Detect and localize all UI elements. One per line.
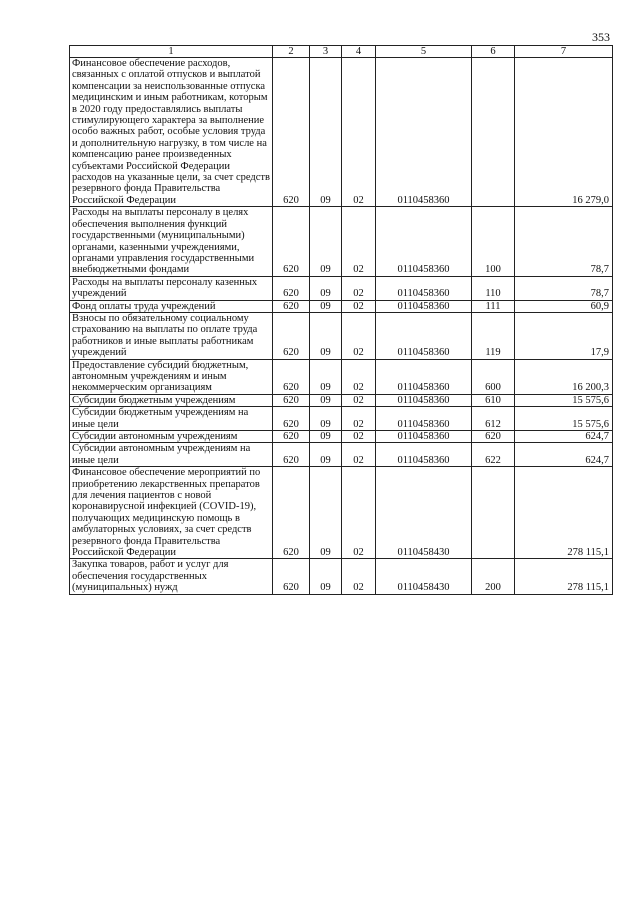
row-name: Субсидии бюджетным учреждениям xyxy=(70,394,273,406)
ministry-code: 620 xyxy=(273,276,310,300)
subsection-code: 02 xyxy=(342,312,376,359)
table-row xyxy=(70,312,613,359)
expense-type-code: 100 xyxy=(472,207,515,276)
section-code: 09 xyxy=(310,394,342,406)
row-name: Расходы на выплаты персоналу казенных учреждений xyxy=(70,276,273,300)
subsection-code: 02 xyxy=(342,443,376,467)
row-name: Субсидии автономным учреждениям xyxy=(70,431,273,443)
target-item-code: 0110458360 xyxy=(376,312,472,359)
subsection-code: 02 xyxy=(342,407,376,431)
page-number: 353 xyxy=(592,30,610,44)
amount: 278 115,1 xyxy=(515,467,613,559)
target-item-code: 0110458360 xyxy=(376,58,472,207)
expense-type-code: 610 xyxy=(472,394,515,406)
expense-type-code: 620 xyxy=(472,431,515,443)
section-code: 09 xyxy=(310,431,342,443)
target-item-code: 0110458360 xyxy=(376,407,472,431)
target-item-code: 0110458360 xyxy=(376,394,472,406)
header-cell: 1 xyxy=(70,46,273,58)
row-name: Расходы на выплаты персоналу в целях обеспечения выполнения функций государственными (муниципальными) органами, казенными учреждениями, органами управления государственными внебюджетными фондами xyxy=(70,207,273,276)
amount: 78,7 xyxy=(515,207,613,276)
header-cell: 2 xyxy=(273,46,310,58)
section-code: 09 xyxy=(310,207,342,276)
amount: 16 200,3 xyxy=(515,359,613,394)
ministry-code: 620 xyxy=(273,359,310,394)
amount: 278 115,1 xyxy=(515,559,613,594)
amount: 15 575,6 xyxy=(515,394,613,406)
expense-type-code: 200 xyxy=(472,559,515,594)
target-item-code: 0110458360 xyxy=(376,359,472,394)
subsection-code: 02 xyxy=(342,300,376,312)
section-code: 09 xyxy=(310,407,342,431)
ministry-code: 620 xyxy=(273,431,310,443)
header-cell: 4 xyxy=(342,46,376,58)
amount: 624,7 xyxy=(515,443,613,467)
target-item-code: 0110458360 xyxy=(376,300,472,312)
section-code: 09 xyxy=(310,58,342,207)
ministry-code: 620 xyxy=(273,312,310,359)
ministry-code: 620 xyxy=(273,467,310,559)
table-row xyxy=(70,58,613,207)
subsection-code: 02 xyxy=(342,467,376,559)
section-code: 09 xyxy=(310,300,342,312)
row-name: Финансовое обеспечение расходов, связанных с оплатой отпусков и выплатой компенсации за неиспользованные отпуска медицинским и иным работникам, которым в 2020 году предоставлялись выплаты стимулирующего характера за выполнение особо важных работ, особые условия труда и дополнительную нагрузку, в том числе на компенсацию ранее произведенных субъектами Российской Федерации расходов на указанные цели, за счет средств резервного фонда Правительства Российской Федерации xyxy=(70,58,273,207)
amount: 15 575,6 xyxy=(515,407,613,431)
expense-type-code: 612 xyxy=(472,407,515,431)
table-row xyxy=(70,300,613,312)
row-name: Закупка товаров, работ и услуг для обеспечения государственных (муниципальных) нужд xyxy=(70,559,273,594)
row-name: Предоставление субсидий бюджетным, автономным учреждениям и иным некоммерческим организациям xyxy=(70,359,273,394)
section-code: 09 xyxy=(310,559,342,594)
section-code: 09 xyxy=(310,312,342,359)
ministry-code: 620 xyxy=(273,559,310,594)
expense-type-code: 622 xyxy=(472,443,515,467)
target-item-code: 0110458360 xyxy=(376,207,472,276)
table-row xyxy=(70,359,613,394)
header-cell: 5 xyxy=(376,46,472,58)
table-row xyxy=(70,467,613,559)
target-item-code: 0110458360 xyxy=(376,276,472,300)
subsection-code: 02 xyxy=(342,359,376,394)
section-code: 09 xyxy=(310,443,342,467)
target-item-code: 0110458360 xyxy=(376,431,472,443)
target-item-code: 0110458360 xyxy=(376,443,472,467)
row-name: Субсидии бюджетным учреждениям на иные цели xyxy=(70,407,273,431)
amount: 624,7 xyxy=(515,431,613,443)
expense-type-code xyxy=(472,467,515,559)
table-row xyxy=(70,407,613,431)
amount: 60,9 xyxy=(515,300,613,312)
table-row xyxy=(70,207,613,276)
ministry-code: 620 xyxy=(273,407,310,431)
header-cell: 6 xyxy=(472,46,515,58)
expense-type-code: 110 xyxy=(472,276,515,300)
header-cell: 3 xyxy=(310,46,342,58)
table-row xyxy=(70,443,613,467)
budget-table xyxy=(69,45,613,595)
ministry-code: 620 xyxy=(273,300,310,312)
subsection-code: 02 xyxy=(342,394,376,406)
ministry-code: 620 xyxy=(273,443,310,467)
amount: 16 279,0 xyxy=(515,58,613,207)
section-code: 09 xyxy=(310,276,342,300)
subsection-code: 02 xyxy=(342,559,376,594)
subsection-code: 02 xyxy=(342,276,376,300)
header-cell: 7 xyxy=(515,46,613,58)
ministry-code: 620 xyxy=(273,394,310,406)
row-name: Фонд оплаты труда учреждений xyxy=(70,300,273,312)
target-item-code: 0110458430 xyxy=(376,559,472,594)
section-code: 09 xyxy=(310,359,342,394)
target-item-code: 0110458430 xyxy=(376,467,472,559)
expense-type-code xyxy=(472,58,515,207)
header-row xyxy=(70,46,613,58)
expense-type-code: 111 xyxy=(472,300,515,312)
table-row xyxy=(70,559,613,594)
expense-type-code: 600 xyxy=(472,359,515,394)
subsection-code: 02 xyxy=(342,58,376,207)
subsection-code: 02 xyxy=(342,207,376,276)
ministry-code: 620 xyxy=(273,58,310,207)
section-code: 09 xyxy=(310,467,342,559)
table-row xyxy=(70,276,613,300)
table-row xyxy=(70,431,613,443)
amount: 78,7 xyxy=(515,276,613,300)
expense-type-code: 119 xyxy=(472,312,515,359)
table-row xyxy=(70,394,613,406)
amount: 17,9 xyxy=(515,312,613,359)
row-name: Взносы по обязательному социальному страхованию на выплаты по оплате труда работников и иные выплаты работникам учреждений xyxy=(70,312,273,359)
subsection-code: 02 xyxy=(342,431,376,443)
row-name: Финансовое обеспечение мероприятий по приобретению лекарственных препаратов для лечения пациентов с новой коронавирусной инфекцией (COVID-19), получающих медицинскую помощь в амбулаторных условиях, за счет средств резервного фонда Правительства Российской Федерации xyxy=(70,467,273,559)
row-name: Субсидии автономным учреждениям на иные цели xyxy=(70,443,273,467)
ministry-code: 620 xyxy=(273,207,310,276)
